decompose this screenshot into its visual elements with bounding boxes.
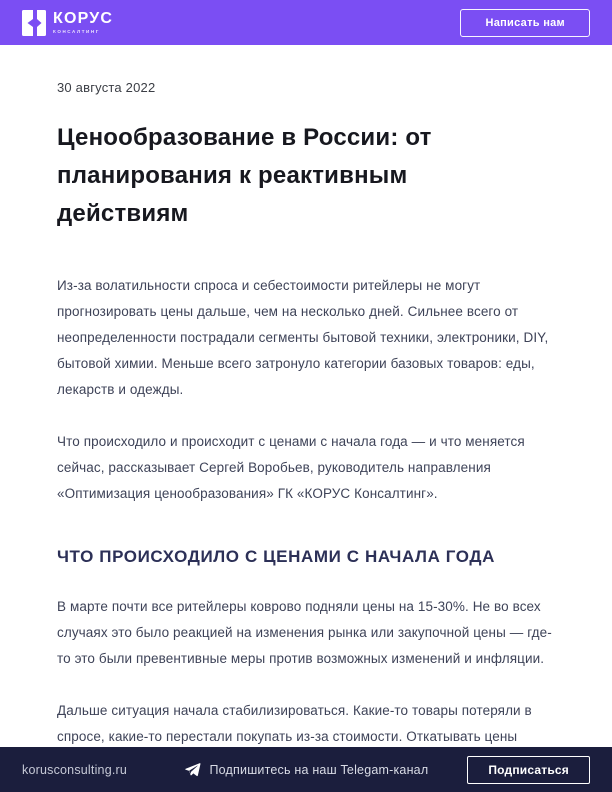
telegram-subscribe-text: Подпишитесь на наш Telegam-канал	[209, 762, 429, 777]
logo-subtitle: КОНСАЛТИНГ	[53, 29, 100, 34]
site-footer	[0, 747, 612, 792]
logo-title: КОРУС	[53, 10, 114, 27]
subscribe-button[interactable]: Подписаться	[467, 756, 590, 784]
article-title: Ценообразование в России: от планирования к реактивным действиям	[57, 124, 432, 227]
article-paragraph: В марте почти все ритейлеры коврово подняли цены на 15-30%. Не во всех случаях это было реакцией на изменения рынка или закупочной цены — где-то это были превентивные меры против возможных изменений и инфляции.	[57, 599, 552, 666]
article-body	[0, 45, 612, 747]
article-date: 30 августа 2022	[57, 80, 156, 95]
korus-logo-icon	[22, 10, 46, 36]
site-url-link[interactable]: korusconsulting.ru	[22, 762, 128, 777]
site-header	[0, 0, 612, 45]
article-paragraph: Из-за волатильности спроса и себестоимости ритейлеры не могут прогнозировать цены дальше, чем на несколько дней. Сильнее всего от неопределенности пострадали сегменты бытовой техники, электроники, DIY, бытовой химии. Меньше всего затронуло категории базовых товаров: еды, лекарств и одежды.	[57, 278, 549, 397]
contact-us-button[interactable]: Написать нам	[460, 9, 590, 37]
korus-logo[interactable]	[22, 10, 113, 36]
section-heading: ЧТО ПРОИСХОДИЛО С ЦЕНАМИ С НАЧАЛА ГОДА	[57, 547, 495, 566]
telegram-subscribe-block	[184, 756, 591, 784]
article-paragraph: Что происходило и происходит с ценами с начала года — и что меняется сейчас, рассказывает Сергей Воробьев, руководитель направления «Оптимизация ценообразования» ГК «КОРУС Консалтинг».	[57, 434, 525, 501]
logo-text	[53, 11, 113, 34]
article-paragraph: Дальше ситуация начала стабилизироваться. Какие-то товары потеряли в спросе, какие-то перестали покупать из-за стоимости. Откатывать цены	[57, 703, 532, 744]
telegram-plane-icon	[184, 761, 201, 778]
